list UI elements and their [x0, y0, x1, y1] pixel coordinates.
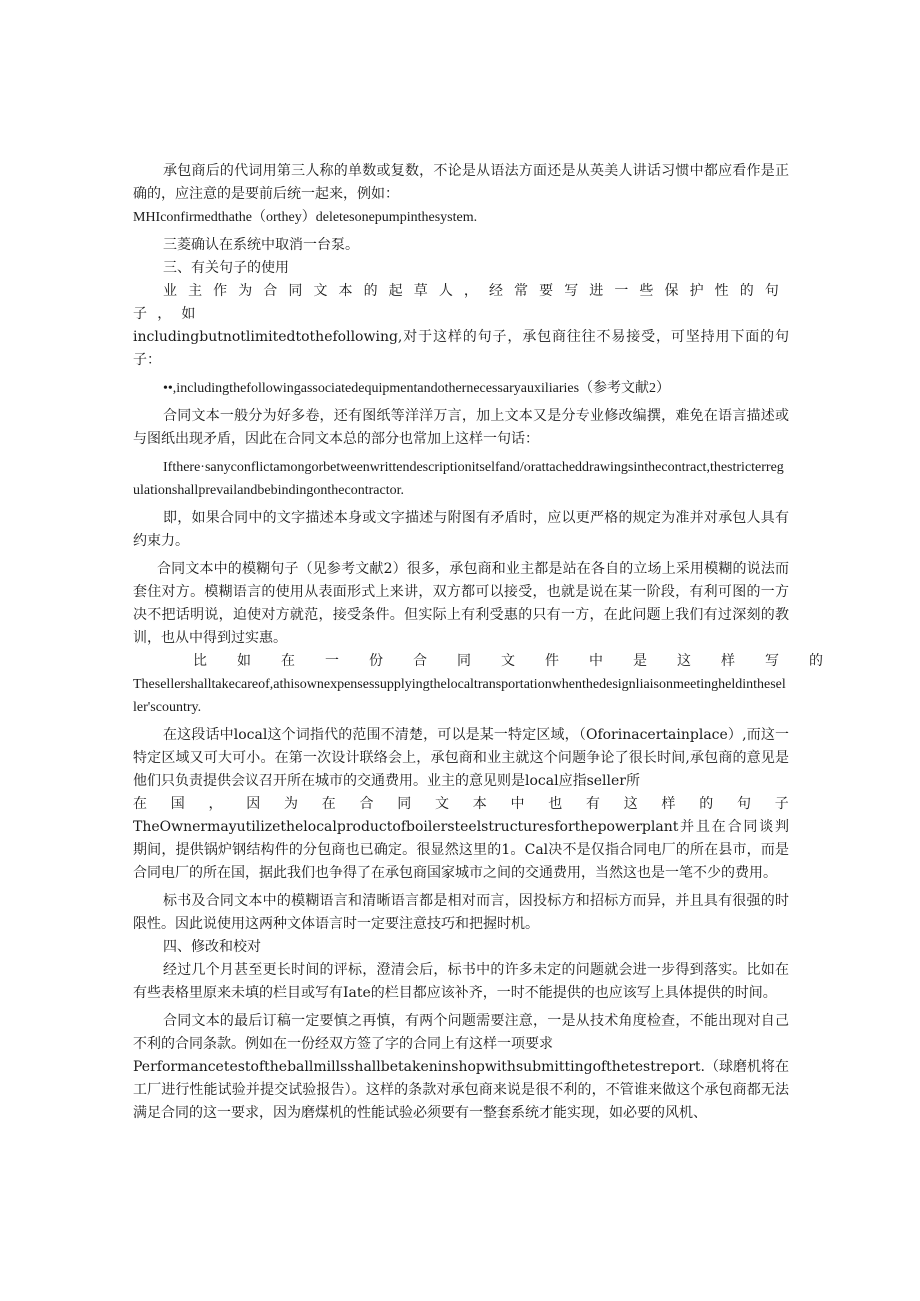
example-sentence-conflict: Ifthere·sanyconflictamongorbetweenwrittendescriptionitselfand/orattacheddrawingsinthecontract,thestricterregulationshallprevailandbebindingonthecontractor. — [133, 460, 784, 498]
example-intro-char: 样 — [721, 653, 735, 669]
local-scope-char: ， — [208, 796, 223, 812]
local-scope-char: 句 — [737, 796, 751, 812]
local-scope-char: 文 — [435, 796, 449, 812]
paragraph-final-draft-cont: Performancetestoftheballmillsshallbetakeninshopwithsubmittingofthetestreport.（球磨机将在工厂进行性能试验并提交试验报告）。这样的条款对承包商来说是很不利的，不管谁来做这个承包商都无法满足合同的这一要求，因为磨煤机的性能试验必须要有一整套系统才能实现，如必要的风机、 — [133, 1059, 789, 1121]
example-intro-char: 合 — [413, 653, 427, 669]
example-intro-char: 在 — [281, 653, 295, 669]
example-intro-char: 一 — [325, 653, 339, 669]
paragraph-contract-volumes: 合同文本一般分为好多卷，还有图纸等洋洋万言，加上文本又是分专业修改编撰，难免在语言描述或与图纸出现矛盾，因此在合同文本总的部分也常加上这样一句话： — [133, 408, 789, 447]
local-scope-char: 因 — [246, 796, 261, 812]
section-heading-3: 三、有关句子的使用 — [163, 260, 289, 276]
example-intro-char: 如 — [237, 653, 251, 669]
example-intro-char: 的 — [809, 653, 823, 669]
local-scope-char: 为 — [284, 796, 298, 812]
local-scope-char: 在 — [133, 796, 147, 812]
example-sentence-en: MHIconfirmedthathe（orthey）deletesonepumpinthesystem. — [133, 210, 478, 225]
paragraph-evaluation: 经过几个月甚至更长时间的评标，澄清会后，标书中的许多未定的问题就会进一步得到落实。比如在有些表格里原来未填的栏目或写有Iate的栏目都应该补齐，一时不能提供的也应该写上具体提供的时间。 — [133, 962, 789, 1001]
local-scope-char: 合 — [359, 796, 374, 812]
example-sentence-seller: Thesellershalltakecareof,athisownexpensessupplyingthelocaltransportationwhenthedesignliaisonmeetingheldintheseller'scountry. — [133, 677, 786, 715]
section-heading-4: 四、修改和校对 — [163, 939, 261, 955]
document-body — [133, 160, 823, 1125]
paragraph-ambiguous-sentences: 合同文本中的模糊句子（见参考文献2）很多，承包商和业主都是站在各自的立场上采用模糊的说法而套住对方。模糊语言的使用从表面形式上来讲，双方都可以接受，也就是说在某一阶段，有利可图的一方决不把话明说，迫使对方就范，接受条件。但实际上有利受惠的只有一方，在此问题上我们有过深刻的教训，也从中得到过实惠。 — [133, 561, 789, 646]
local-scope-char: 本 — [472, 796, 487, 812]
example-sentence-zh: 三菱确认在系统中取消一台泵。 — [163, 237, 359, 253]
example-intro-char: 同 — [457, 653, 471, 669]
local-scope-char: 国 — [170, 796, 185, 812]
local-scope-char: 也 — [548, 796, 563, 812]
paragraph-example-intro — [133, 650, 823, 673]
example-sentence-auxiliaries: ••,includingthefollowingassociatedequipmentandothernecessaryauxiliaries（参考文献2） — [163, 381, 671, 396]
local-scope-char: 样 — [661, 796, 676, 812]
example-intro-char: 中 — [589, 653, 603, 669]
example-intro-char: 是 — [633, 653, 647, 669]
local-scope-char: 的 — [699, 796, 714, 812]
local-scope-char: 中 — [510, 796, 525, 812]
example-intro-char: 比 — [193, 653, 207, 669]
paragraph-protective-sentences: 业主作为合同文本的起草人，经常要写进一些保护性的句子，如 — [133, 283, 789, 322]
paragraph-local-scope-cont: TheOwnermayutilizethelocalproductofboilersteelstructuresforthepowerplant并且在合同谈判期间，提供锅炉钢结构件的分包商也已确定。很显然这里的1。Cal决不是仅指合同电厂的所在县市，而是合同电厂的所在国，据此我们也争得了在承包商国家城市之间的交通费用，当然这也是一笔不少的费用。 — [133, 819, 789, 881]
local-scope-char: 同 — [397, 796, 412, 812]
paragraph-conflict-translation: 即，如果合同中的文字描述本身或文字描述与附图有矛盾时，应以更严格的规定为准并对承包人具有约束力。 — [133, 510, 789, 549]
paragraph-pronoun-usage: 承包商后的代词用第三人称的单数或复数，不论是从语法方面还是从英美人讲话习惯中都应看作是正确的，应注意的是要前后统一起来，例如： — [133, 163, 789, 202]
local-scope-char: 这 — [623, 796, 638, 812]
paragraph-relative-language: 标书及合同文本中的模糊语言和清晰语言都是相对而言，因投标方和招标方而异，并且具有很强的时限性。因此说使用这两种文体语言时一定要注意技巧和把握时机。 — [133, 893, 789, 932]
example-intro-char: 件 — [545, 653, 559, 669]
local-scope-char: 有 — [586, 796, 600, 812]
local-scope-char: 在 — [321, 796, 336, 812]
local-scope-char: 子 — [774, 796, 789, 812]
example-intro-char: 文 — [501, 653, 515, 669]
paragraph-final-draft: 合同文本的最后订稿一定要慎之再慎，有两个问题需要注意，一是从技术角度检查，不能出现对自己不利的合同条款。例如在一份经双方签了字的合同上有这样一项要求 — [133, 1013, 789, 1052]
paragraph-protective-sentences-cont: includingbutnotlimitedtothefollowing,对于这样的句子，承包商往往不易接受，可坚持用下面的句子： — [133, 329, 789, 368]
paragraph-local-scope: 在这段话中local这个词指代的范围不清楚，可以是某一特定区域，（Oforinacertainplace）,而这一特定区域又可大可小。在第一次设计联络会上，承包商和业主就这个问题争论了很长时间,承包商的意见是他们只负责提供会议召开所在城市的交通费用。业主的意见则是local应指seller所 — [133, 727, 789, 789]
example-intro-char: 写 — [765, 653, 779, 669]
example-intro-char: 这 — [677, 653, 691, 669]
example-intro-char: 份 — [369, 653, 383, 669]
paragraph-local-scope-spread — [133, 793, 789, 816]
